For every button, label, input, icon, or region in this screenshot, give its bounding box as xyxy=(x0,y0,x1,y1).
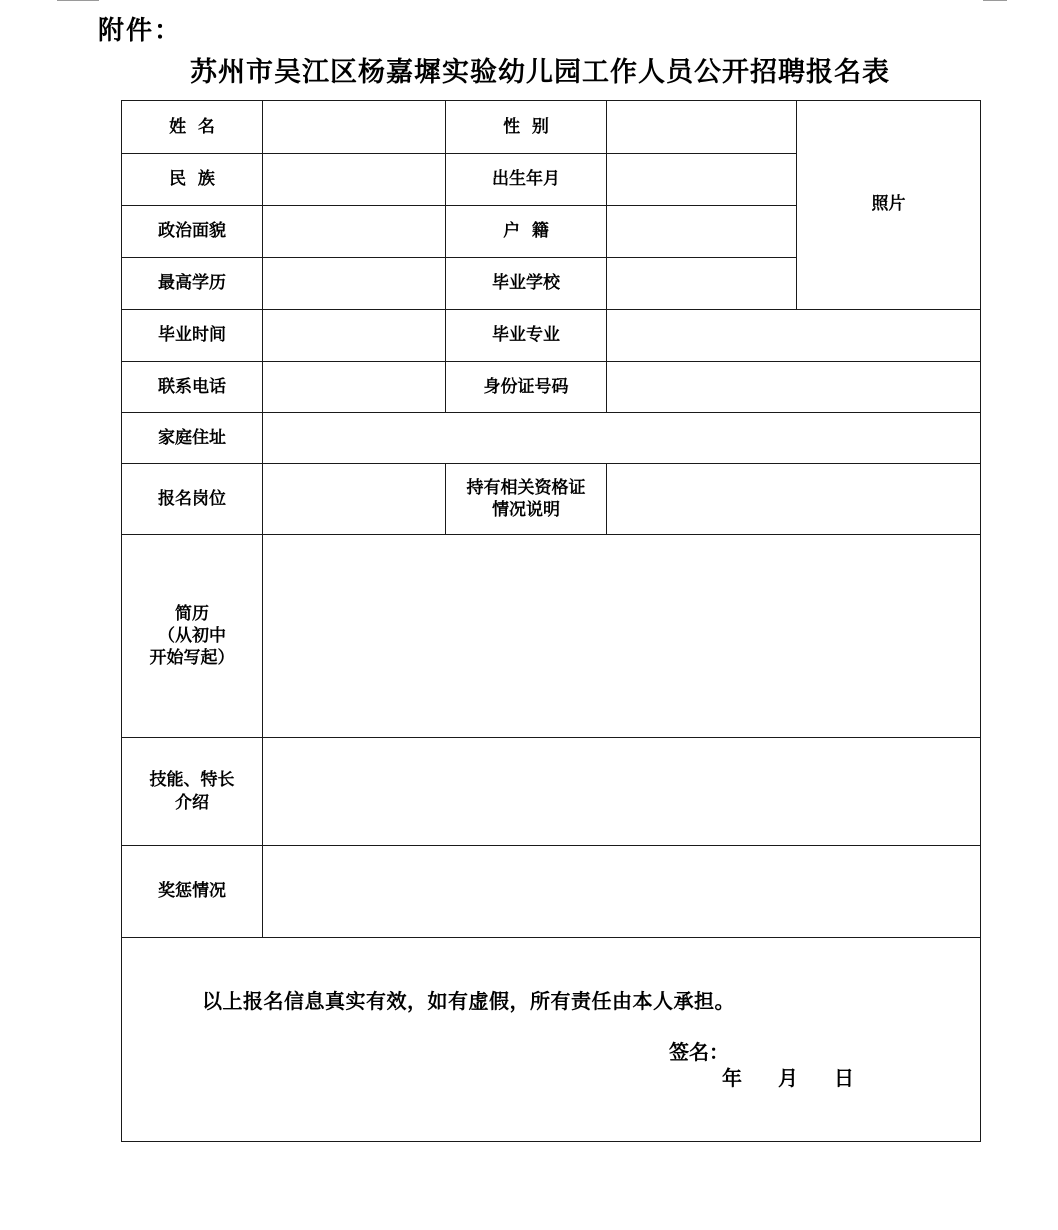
phone-field[interactable] xyxy=(263,362,446,413)
certificate-field[interactable] xyxy=(607,464,981,535)
awards-field[interactable] xyxy=(263,846,981,938)
page-title: 苏州市吴江区杨嘉墀实验幼儿园工作人员公开招聘报名表 xyxy=(190,57,890,88)
graduation-time-field[interactable] xyxy=(263,310,446,362)
skills-field[interactable] xyxy=(263,738,981,846)
year-label: 年 xyxy=(722,1066,742,1090)
gender-field[interactable] xyxy=(607,101,797,154)
resume-label-line1: 简历 xyxy=(175,603,209,624)
scan-edge-mark xyxy=(57,0,99,1)
gender-label: 性 别 xyxy=(446,101,607,154)
id-number-field[interactable] xyxy=(607,362,981,413)
political-status-field[interactable] xyxy=(263,206,446,258)
id-number-label: 身份证号码 xyxy=(446,362,607,413)
declaration-statement: 以上报名信息真实有效，如有虚假，所有责任由本人承担。 xyxy=(202,989,735,1013)
address-label: 家庭住址 xyxy=(122,413,263,464)
name-label: 姓 名 xyxy=(122,101,263,154)
name-field[interactable] xyxy=(263,101,446,154)
date-line xyxy=(722,1065,854,1091)
graduation-time-label: 毕业时间 xyxy=(122,310,263,362)
household-label: 户 籍 xyxy=(446,206,607,258)
signature-label: 签名： xyxy=(669,1040,729,1064)
birth-date-field[interactable] xyxy=(607,154,797,206)
school-field[interactable] xyxy=(607,258,797,310)
month-label: 月 xyxy=(778,1066,798,1090)
certificate-label-line1: 持有相关资格证 xyxy=(466,477,586,498)
position-field[interactable] xyxy=(263,464,446,535)
skills-label-line1: 技能、特长 xyxy=(149,770,235,791)
household-field[interactable] xyxy=(607,206,797,258)
declaration-box xyxy=(122,938,981,1142)
political-status-label: 政治面貌 xyxy=(122,206,263,258)
major-label: 毕业专业 xyxy=(446,310,607,362)
education-field[interactable] xyxy=(263,258,446,310)
certificate-label xyxy=(446,464,607,535)
resume-label-line2: （从初中 xyxy=(158,625,226,646)
skills-label-line2: 介绍 xyxy=(175,792,209,813)
phone-label: 联系电话 xyxy=(122,362,263,413)
position-label: 报名岗位 xyxy=(122,464,263,535)
skills-label xyxy=(122,738,263,846)
photo-label: 照片 xyxy=(871,194,906,214)
birth-date-label: 出生年月 xyxy=(446,154,607,206)
resume-label xyxy=(122,535,263,738)
major-field[interactable] xyxy=(607,310,981,362)
education-label: 最高学历 xyxy=(122,258,263,310)
certificate-label-line2: 情况说明 xyxy=(492,500,560,520)
ethnicity-label: 民 族 xyxy=(122,154,263,206)
resume-label-line3: 开始写起） xyxy=(149,648,235,669)
registration-form-table xyxy=(121,100,981,1142)
school-label: 毕业学校 xyxy=(446,258,607,310)
resume-field[interactable] xyxy=(263,535,981,738)
day-label: 日 xyxy=(834,1066,854,1090)
ethnicity-field[interactable] xyxy=(263,154,446,206)
photo-box[interactable] xyxy=(797,101,981,310)
awards-label: 奖惩情况 xyxy=(122,846,263,938)
address-field[interactable] xyxy=(263,413,981,464)
scan-edge-mark xyxy=(983,0,1007,1)
attachment-label: 附件： xyxy=(98,16,183,46)
